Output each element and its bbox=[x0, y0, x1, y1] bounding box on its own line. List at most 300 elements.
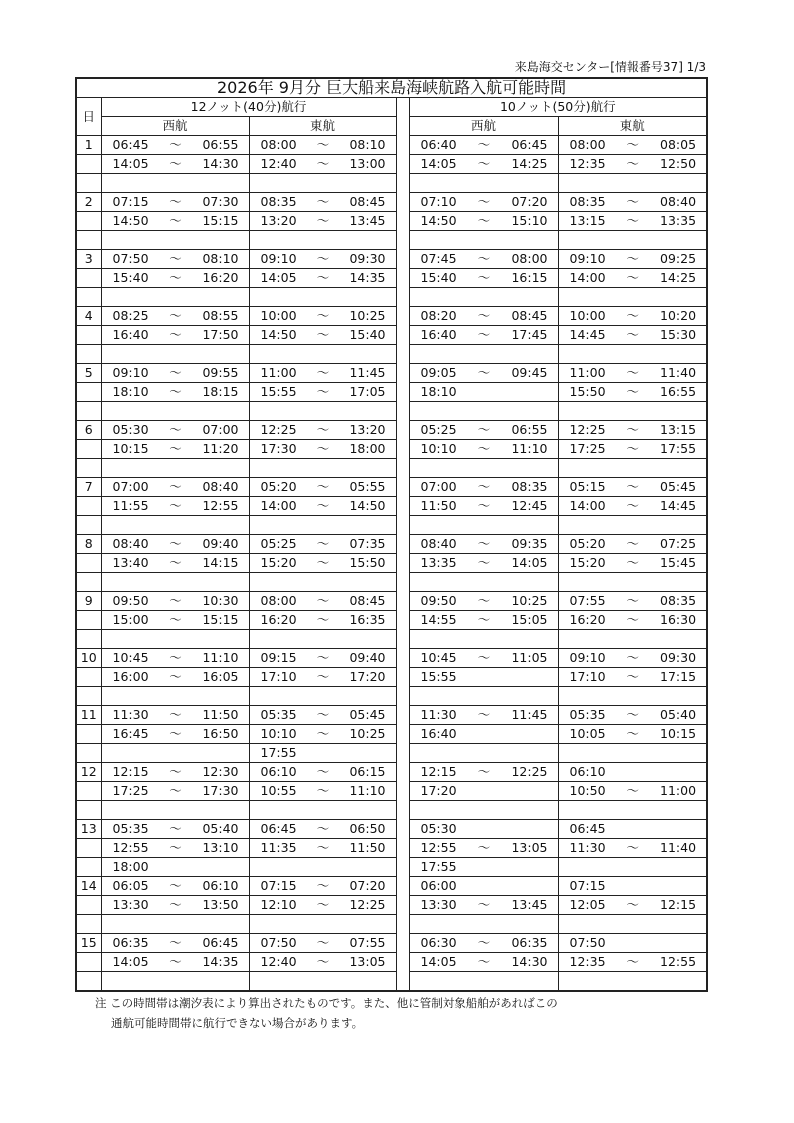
time-window-12knot-west bbox=[101, 744, 249, 763]
end-time: 07:55 bbox=[349, 935, 386, 950]
day-cell bbox=[76, 744, 101, 763]
end-time: 09:45 bbox=[511, 365, 548, 380]
start-time: 16:45 bbox=[112, 726, 149, 741]
start-time: 12:25 bbox=[260, 422, 297, 437]
range-separator: ～ bbox=[477, 156, 491, 171]
start-time: 08:40 bbox=[420, 536, 457, 551]
day-cell: 2 bbox=[76, 193, 101, 212]
end-time: 13:05 bbox=[349, 954, 386, 969]
time-window-10knot-west bbox=[409, 516, 558, 535]
end-time: 08:55 bbox=[202, 308, 239, 323]
table-row bbox=[76, 782, 707, 801]
time-window-10knot-west bbox=[409, 573, 558, 592]
time-window-12knot-east bbox=[249, 782, 396, 801]
start-time: 10:00 bbox=[569, 308, 606, 323]
table-title: 2026年 9月分 巨大船来島海峡航路入航可能時間 bbox=[76, 78, 707, 98]
range-separator: ～ bbox=[626, 954, 640, 969]
column-gap bbox=[396, 516, 409, 535]
range-separator: ～ bbox=[316, 479, 330, 494]
end-time: 14:50 bbox=[349, 498, 386, 513]
table-row bbox=[76, 630, 707, 649]
end-time: 06:35 bbox=[511, 935, 548, 950]
start-time: 18:10 bbox=[112, 384, 149, 399]
table-row bbox=[76, 687, 707, 706]
range-separator: ～ bbox=[626, 783, 640, 798]
range-separator: ～ bbox=[477, 422, 491, 437]
time-window-10knot-west bbox=[409, 250, 558, 269]
start-time: 15:00 bbox=[112, 612, 149, 627]
end-time: 06:45 bbox=[511, 137, 548, 152]
time-window-12knot-west bbox=[101, 839, 249, 858]
start-time: 06:35 bbox=[112, 935, 149, 950]
start-time: 08:25 bbox=[112, 308, 149, 323]
column-gap bbox=[396, 744, 409, 763]
range-separator: ～ bbox=[316, 840, 330, 855]
range-separator: ～ bbox=[477, 897, 491, 912]
table-row bbox=[76, 611, 707, 630]
table-row bbox=[76, 896, 707, 915]
group-header-10knot: 10ノット(50分)航行 bbox=[409, 98, 707, 117]
time-window-10knot-west bbox=[409, 934, 558, 953]
range-separator: ～ bbox=[169, 308, 182, 323]
range-separator: ～ bbox=[316, 878, 330, 893]
start-time: 17:25 bbox=[112, 783, 149, 798]
range-separator: ～ bbox=[477, 593, 491, 608]
end-time: 16:20 bbox=[202, 270, 239, 285]
time-window-12knot-east bbox=[249, 839, 396, 858]
range-separator bbox=[466, 782, 502, 800]
table-row bbox=[76, 326, 707, 345]
time-window-10knot-east bbox=[558, 497, 707, 516]
range-separator: ～ bbox=[477, 479, 491, 494]
day-cell bbox=[76, 858, 101, 877]
range-separator bbox=[466, 877, 502, 895]
table-row bbox=[76, 934, 707, 953]
end-time: 12:55 bbox=[660, 954, 697, 969]
time-window-10knot-west bbox=[409, 820, 558, 839]
time-window-10knot-west bbox=[409, 383, 558, 402]
start-time: 11:50 bbox=[420, 498, 457, 513]
end-time bbox=[510, 383, 548, 401]
end-time: 16:50 bbox=[202, 726, 239, 741]
time-window-12knot-east bbox=[249, 554, 396, 573]
end-time: 16:55 bbox=[660, 384, 697, 399]
time-window-10knot-east bbox=[558, 934, 707, 953]
start-time: 10:05 bbox=[569, 726, 606, 741]
time-window-12knot-west bbox=[101, 269, 249, 288]
start-time: 14:55 bbox=[420, 612, 457, 627]
table-row bbox=[76, 269, 707, 288]
time-window-10knot-east bbox=[558, 573, 707, 592]
time-window-10knot-east bbox=[558, 592, 707, 611]
end-time: 11:50 bbox=[202, 707, 239, 722]
end-time: 12:55 bbox=[202, 498, 239, 513]
start-time: 12:15 bbox=[112, 764, 149, 779]
range-separator: ～ bbox=[626, 726, 640, 741]
time-window-10knot-east bbox=[558, 136, 707, 155]
time-window-12knot-west bbox=[101, 554, 249, 573]
time-window-12knot-east bbox=[249, 250, 396, 269]
start-time: 15:50 bbox=[569, 384, 606, 399]
range-separator: ～ bbox=[477, 935, 491, 950]
time-window-12knot-west bbox=[101, 535, 249, 554]
day-cell bbox=[76, 554, 101, 573]
range-separator: ～ bbox=[169, 612, 182, 627]
start-time: 09:10 bbox=[569, 251, 606, 266]
time-window-10knot-west bbox=[409, 801, 558, 820]
column-gap bbox=[396, 782, 409, 801]
end-time: 12:45 bbox=[511, 498, 548, 513]
range-separator: ～ bbox=[169, 783, 182, 798]
time-window-10knot-east bbox=[558, 858, 707, 877]
day-cell bbox=[76, 440, 101, 459]
table-row bbox=[76, 421, 707, 440]
end-time: 11:40 bbox=[660, 840, 697, 855]
column-gap bbox=[396, 402, 409, 421]
day-column-header: 日 bbox=[76, 98, 101, 136]
range-separator: ～ bbox=[316, 422, 330, 437]
day-cell bbox=[76, 212, 101, 231]
start-time: 13:20 bbox=[260, 213, 297, 228]
day-cell bbox=[76, 573, 101, 592]
table-row bbox=[76, 915, 707, 934]
footnote bbox=[95, 993, 558, 1033]
end-time: 16:30 bbox=[660, 612, 697, 627]
start-time: 05:25 bbox=[420, 422, 457, 437]
time-window-12knot-west bbox=[101, 193, 249, 212]
time-window-10knot-west bbox=[409, 763, 558, 782]
range-separator: ～ bbox=[316, 935, 330, 950]
time-window-12knot-west bbox=[101, 516, 249, 535]
start-time: 14:00 bbox=[569, 270, 606, 285]
column-gap bbox=[396, 212, 409, 231]
table-row bbox=[76, 763, 707, 782]
column-gap bbox=[396, 174, 409, 193]
time-window-12knot-east bbox=[249, 725, 396, 744]
time-window-12knot-east bbox=[249, 668, 396, 687]
start-time: 14:50 bbox=[420, 213, 457, 228]
table-row bbox=[76, 877, 707, 896]
time-window-10knot-east bbox=[558, 250, 707, 269]
end-time: 11:10 bbox=[511, 441, 548, 456]
range-separator: ～ bbox=[477, 270, 491, 285]
range-separator: ～ bbox=[626, 650, 640, 665]
end-time: 17:05 bbox=[349, 384, 386, 399]
time-window-10knot-east bbox=[558, 516, 707, 535]
range-separator: ～ bbox=[169, 384, 182, 399]
day-cell: 4 bbox=[76, 307, 101, 326]
range-separator: ～ bbox=[626, 365, 640, 380]
range-separator: ～ bbox=[316, 726, 330, 741]
end-time: 11:20 bbox=[202, 441, 239, 456]
time-window-12knot-west bbox=[101, 782, 249, 801]
range-separator: ～ bbox=[316, 308, 330, 323]
range-separator: ～ bbox=[316, 897, 330, 912]
time-window-12knot-east bbox=[249, 820, 396, 839]
day-cell: 6 bbox=[76, 421, 101, 440]
time-window-10knot-east bbox=[558, 915, 707, 934]
end-time: 09:35 bbox=[511, 536, 548, 551]
time-window-12knot-west bbox=[101, 364, 249, 383]
range-separator: ～ bbox=[316, 707, 330, 722]
start-time: 14:00 bbox=[569, 498, 606, 513]
time-window-10knot-west bbox=[409, 687, 558, 706]
column-gap bbox=[396, 269, 409, 288]
range-separator: ～ bbox=[477, 251, 491, 266]
end-time: 08:45 bbox=[349, 593, 386, 608]
end-time: 07:00 bbox=[202, 422, 239, 437]
range-separator: ～ bbox=[169, 935, 182, 950]
end-time: 14:05 bbox=[511, 555, 548, 570]
time-window-10knot-west bbox=[409, 155, 558, 174]
time-window-12knot-west bbox=[101, 573, 249, 592]
range-separator: ～ bbox=[316, 213, 330, 228]
start-time: 12:10 bbox=[260, 897, 297, 912]
column-gap bbox=[396, 877, 409, 896]
time-window-10knot-east bbox=[558, 782, 707, 801]
range-separator: ～ bbox=[626, 498, 640, 513]
start-time: 08:00 bbox=[260, 593, 297, 608]
time-window-10knot-east bbox=[558, 535, 707, 554]
time-window-12knot-east bbox=[249, 687, 396, 706]
time-window-12knot-west bbox=[101, 440, 249, 459]
table-row bbox=[76, 288, 707, 307]
range-separator: ～ bbox=[169, 270, 182, 285]
time-window-12knot-west bbox=[101, 478, 249, 497]
time-window-10knot-east bbox=[558, 611, 707, 630]
end-time: 08:10 bbox=[202, 251, 239, 266]
time-window-12knot-east bbox=[249, 326, 396, 345]
time-window-12knot-west bbox=[101, 307, 249, 326]
time-window-12knot-west bbox=[101, 231, 249, 250]
time-window-10knot-east bbox=[558, 706, 707, 725]
end-time: 13:45 bbox=[349, 213, 386, 228]
end-time: 12:30 bbox=[202, 764, 239, 779]
start-time: 05:20 bbox=[260, 479, 297, 494]
range-separator bbox=[615, 877, 651, 895]
column-gap bbox=[396, 706, 409, 725]
end-time: 08:40 bbox=[202, 479, 239, 494]
time-window-12knot-east bbox=[249, 440, 396, 459]
end-time: 13:10 bbox=[202, 840, 239, 855]
table-row bbox=[76, 744, 707, 763]
day-cell bbox=[76, 174, 101, 193]
start-time: 13:40 bbox=[112, 555, 149, 570]
range-separator: ～ bbox=[477, 441, 491, 456]
time-window-12knot-west bbox=[101, 934, 249, 953]
end-time: 17:50 bbox=[202, 327, 239, 342]
start-time: 05:30 bbox=[420, 821, 457, 836]
table-row bbox=[76, 345, 707, 364]
start-time: 12:35 bbox=[569, 156, 606, 171]
start-time: 11:35 bbox=[260, 840, 297, 855]
column-gap bbox=[396, 611, 409, 630]
range-separator: ～ bbox=[626, 441, 640, 456]
end-time: 06:50 bbox=[349, 821, 386, 836]
table-row bbox=[76, 212, 707, 231]
time-window-12knot-west bbox=[101, 953, 249, 972]
start-time: 05:35 bbox=[260, 707, 297, 722]
column-gap bbox=[396, 554, 409, 573]
time-window-10knot-west bbox=[409, 649, 558, 668]
column-gap bbox=[396, 250, 409, 269]
table-row bbox=[76, 497, 707, 516]
time-window-12knot-east bbox=[249, 212, 396, 231]
column-gap bbox=[396, 345, 409, 364]
start-time: 16:40 bbox=[112, 327, 149, 342]
end-time: 12:25 bbox=[349, 897, 386, 912]
time-window-12knot-west bbox=[101, 250, 249, 269]
end-time: 11:05 bbox=[511, 650, 548, 665]
end-time: 08:40 bbox=[660, 194, 697, 209]
range-separator: ～ bbox=[316, 251, 330, 266]
day-cell bbox=[76, 611, 101, 630]
start-time: 12:55 bbox=[420, 840, 457, 855]
start-time: 15:20 bbox=[569, 555, 606, 570]
time-window-10knot-west bbox=[409, 193, 558, 212]
time-window-12knot-west bbox=[101, 649, 249, 668]
time-window-10knot-east bbox=[558, 155, 707, 174]
day-cell bbox=[76, 326, 101, 345]
time-window-12knot-east bbox=[249, 858, 396, 877]
end-time: 06:10 bbox=[202, 878, 239, 893]
end-time: 15:15 bbox=[202, 213, 239, 228]
day-cell: 8 bbox=[76, 535, 101, 554]
range-separator: ～ bbox=[316, 194, 330, 209]
column-gap bbox=[396, 421, 409, 440]
subheader-12knot-west: 西航 bbox=[101, 117, 249, 136]
end-time: 05:55 bbox=[349, 479, 386, 494]
day-cell bbox=[76, 896, 101, 915]
start-time: 17:20 bbox=[420, 783, 457, 798]
day-cell bbox=[76, 839, 101, 858]
time-window-12knot-west bbox=[101, 212, 249, 231]
time-window-12knot-east bbox=[249, 592, 396, 611]
range-separator: ～ bbox=[626, 593, 640, 608]
table-row bbox=[76, 953, 707, 972]
day-cell: 11 bbox=[76, 706, 101, 725]
start-time: 13:15 bbox=[569, 213, 606, 228]
end-time: 17:20 bbox=[349, 669, 386, 684]
range-separator: ～ bbox=[477, 650, 491, 665]
column-gap bbox=[396, 383, 409, 402]
start-time: 11:30 bbox=[420, 707, 457, 722]
start-time: 05:35 bbox=[569, 707, 606, 722]
start-time: 09:50 bbox=[420, 593, 457, 608]
range-separator: ～ bbox=[316, 365, 330, 380]
time-window-10knot-west bbox=[409, 592, 558, 611]
column-gap bbox=[396, 459, 409, 478]
time-window-12knot-west bbox=[101, 326, 249, 345]
start-time: 14:05 bbox=[260, 270, 297, 285]
column-gap bbox=[396, 326, 409, 345]
end-time bbox=[658, 763, 696, 781]
end-time: 18:15 bbox=[202, 384, 239, 399]
range-separator: ～ bbox=[626, 422, 640, 437]
time-window-10knot-east bbox=[558, 459, 707, 478]
start-time: 12:25 bbox=[569, 422, 606, 437]
time-window-10knot-east bbox=[558, 193, 707, 212]
day-cell bbox=[76, 459, 101, 478]
start-time: 10:45 bbox=[112, 650, 149, 665]
end-time: 14:45 bbox=[660, 498, 697, 513]
group-header-12knot: 12ノット(40分)航行 bbox=[101, 98, 396, 117]
time-window-12knot-east bbox=[249, 136, 396, 155]
column-gap bbox=[396, 725, 409, 744]
range-separator: ～ bbox=[626, 308, 640, 323]
start-time: 05:30 bbox=[112, 422, 149, 437]
end-time: 14:30 bbox=[202, 156, 239, 171]
range-separator: ～ bbox=[316, 536, 330, 551]
range-separator: ～ bbox=[316, 650, 330, 665]
time-window-10knot-west bbox=[409, 972, 558, 992]
time-window-12knot-west bbox=[101, 972, 249, 992]
range-separator: ～ bbox=[169, 593, 182, 608]
start-time: 16:40 bbox=[420, 327, 457, 342]
end-time bbox=[348, 744, 386, 762]
range-separator: ～ bbox=[626, 251, 640, 266]
range-separator: ～ bbox=[316, 783, 330, 798]
time-window-10knot-east bbox=[558, 421, 707, 440]
end-time: 13:15 bbox=[660, 422, 697, 437]
range-separator: ～ bbox=[626, 156, 640, 171]
column-gap bbox=[396, 820, 409, 839]
range-separator: ～ bbox=[169, 194, 182, 209]
start-time: 14:45 bbox=[569, 327, 606, 342]
end-time: 06:55 bbox=[202, 137, 239, 152]
end-time: 10:15 bbox=[660, 726, 697, 741]
end-time bbox=[658, 877, 696, 895]
day-cell bbox=[76, 687, 101, 706]
end-time: 14:25 bbox=[660, 270, 697, 285]
table-row bbox=[76, 573, 707, 592]
range-separator: ～ bbox=[477, 137, 491, 152]
table-row bbox=[76, 307, 707, 326]
start-time: 06:40 bbox=[420, 137, 457, 152]
time-window-10knot-east bbox=[558, 269, 707, 288]
range-separator bbox=[466, 820, 502, 838]
start-time: 15:55 bbox=[420, 669, 457, 684]
end-time: 14:35 bbox=[349, 270, 386, 285]
range-separator: ～ bbox=[169, 897, 182, 912]
time-window-10knot-west bbox=[409, 307, 558, 326]
time-window-10knot-west bbox=[409, 630, 558, 649]
end-time: 15:40 bbox=[349, 327, 386, 342]
range-separator bbox=[466, 725, 502, 743]
table-row bbox=[76, 649, 707, 668]
time-window-10knot-west bbox=[409, 478, 558, 497]
end-time: 14:25 bbox=[511, 156, 548, 171]
column-gap bbox=[396, 649, 409, 668]
column-gap bbox=[396, 896, 409, 915]
start-time: 14:50 bbox=[112, 213, 149, 228]
time-window-10knot-east bbox=[558, 212, 707, 231]
end-time: 05:45 bbox=[349, 707, 386, 722]
range-separator: ～ bbox=[169, 327, 182, 342]
table-row bbox=[76, 440, 707, 459]
start-time: 10:00 bbox=[260, 308, 297, 323]
range-separator: ～ bbox=[626, 840, 640, 855]
range-separator: ～ bbox=[169, 954, 182, 969]
end-time bbox=[510, 858, 548, 876]
day-cell bbox=[76, 668, 101, 687]
range-separator: ～ bbox=[477, 327, 491, 342]
range-separator: ～ bbox=[626, 270, 640, 285]
time-window-10knot-east bbox=[558, 801, 707, 820]
range-separator: ～ bbox=[316, 137, 330, 152]
time-window-12knot-west bbox=[101, 896, 249, 915]
range-separator: ～ bbox=[169, 479, 182, 494]
